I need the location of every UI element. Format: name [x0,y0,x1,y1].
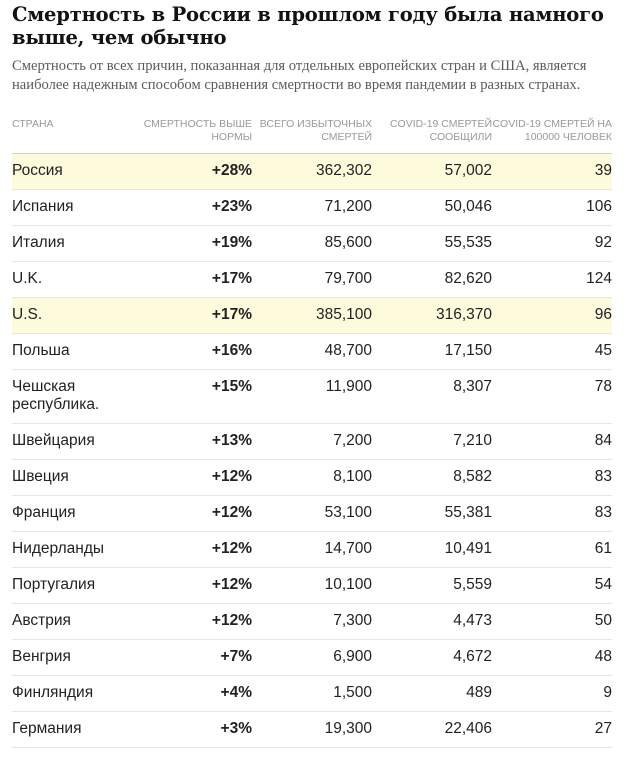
cell-covid-per-100k: 48 [492,640,612,676]
cell-covid-per-100k: 9 [492,676,612,712]
cell-country: U.S. [12,298,142,334]
cell-country: Россия [12,154,142,190]
cell-country: Швейцария [12,424,142,460]
cell-excess-deaths: 48,700 [252,334,372,370]
table-row [12,532,612,568]
table-row [12,262,612,298]
page-subtitle: Смертность от всех причин, показанная для отдельных европейских стран и США, является наиболее надежным способом сравнения смертности во время пандемии в разных странах. [12,58,587,93]
cell-covid-reported: 55,381 [372,496,492,532]
cell-covid-reported: 17,150 [372,334,492,370]
cell-covid-reported: 316,370 [372,298,492,334]
table-row [12,334,612,370]
cell-covid-per-100k: 83 [492,460,612,496]
cell-covid-per-100k: 54 [492,568,612,604]
cell-excess-deaths: 14,700 [252,532,372,568]
table-row [12,226,612,262]
table-row [12,712,612,748]
cell-covid-per-100k: 61 [492,532,612,568]
cell-excess-deaths: 6,900 [252,640,372,676]
cell-covid-per-100k: 83 [492,496,612,532]
cell-covid-per-100k: 106 [492,190,612,226]
mortality-table [12,118,612,748]
cell-covid-reported: 7,210 [372,424,492,460]
cell-excess-deaths: 7,200 [252,424,372,460]
cell-excess-pct: +15% [142,370,252,424]
cell-country: Швеция [12,460,142,496]
cell-covid-reported: 8,582 [372,460,492,496]
cell-excess-pct: +12% [142,460,252,496]
table-row [12,298,612,334]
cell-covid-per-100k: 124 [492,262,612,298]
table-row [12,370,612,424]
cell-excess-pct: +3% [142,712,252,748]
cell-excess-deaths: 85,600 [252,226,372,262]
table-row [12,460,612,496]
col-header-covid-reported: COVID-19 СМЕРТЕЙ СООБЩИЛИ [372,118,492,154]
cell-excess-deaths: 79,700 [252,262,372,298]
cell-excess-pct: +4% [142,676,252,712]
page-title: Смертность в России в прошлом году была намного выше, чем обычно [12,3,604,49]
cell-excess-deaths: 1,500 [252,676,372,712]
cell-covid-per-100k: 78 [492,370,612,424]
cell-covid-reported: 5,559 [372,568,492,604]
cell-country: Португалия [12,568,142,604]
cell-covid-per-100k: 50 [492,604,612,640]
table-row [12,676,612,712]
cell-excess-deaths: 10,100 [252,568,372,604]
cell-excess-pct: +12% [142,532,252,568]
cell-excess-pct: +17% [142,262,252,298]
table-row [12,154,612,190]
cell-excess-pct: +12% [142,604,252,640]
table-row [12,604,612,640]
cell-covid-reported: 82,620 [372,262,492,298]
cell-excess-pct: +12% [142,496,252,532]
cell-country: Австрия [12,604,142,640]
cell-country: Франция [12,496,142,532]
cell-covid-per-100k: 96 [492,298,612,334]
table-body [12,154,612,748]
cell-excess-pct: +28% [142,154,252,190]
cell-covid-reported: 57,002 [372,154,492,190]
cell-country: Финляндия [12,676,142,712]
cell-excess-pct: +19% [142,226,252,262]
table-row [12,496,612,532]
cell-country: Нидерланды [12,532,142,568]
cell-excess-deaths: 7,300 [252,604,372,640]
cell-excess-deaths: 11,900 [252,370,372,424]
cell-excess-deaths: 19,300 [252,712,372,748]
cell-covid-per-100k: 45 [492,334,612,370]
col-header-covid-per-100k: COVID-19 СМЕРТЕЙ НА 100000 ЧЕЛОВЕК [492,118,612,154]
table-row [12,568,612,604]
table-header [12,118,612,154]
cell-covid-reported: 55,535 [372,226,492,262]
header-row [12,118,612,154]
col-header-country: СТРАНА [12,118,142,154]
cell-excess-pct: +13% [142,424,252,460]
cell-excess-pct: +23% [142,190,252,226]
cell-covid-per-100k: 92 [492,226,612,262]
cell-excess-deaths: 385,100 [252,298,372,334]
cell-covid-reported: 10,491 [372,532,492,568]
cell-covid-reported: 8,307 [372,370,492,424]
cell-excess-deaths: 362,302 [252,154,372,190]
cell-country: Польша [12,334,142,370]
cell-covid-per-100k: 84 [492,424,612,460]
cell-covid-per-100k: 39 [492,154,612,190]
cell-excess-deaths: 8,100 [252,460,372,496]
cell-covid-reported: 489 [372,676,492,712]
cell-covid-reported: 4,672 [372,640,492,676]
cell-covid-reported: 50,046 [372,190,492,226]
cell-excess-pct: +16% [142,334,252,370]
cell-covid-reported: 4,473 [372,604,492,640]
table-row [12,190,612,226]
col-header-excess-pct: СМЕРТНОСТЬ ВЫШЕ НОРМЫ [142,118,252,154]
article-graphic [12,0,612,748]
cell-excess-pct: +12% [142,568,252,604]
cell-country: Италия [12,226,142,262]
cell-country: Испания [12,190,142,226]
cell-excess-deaths: 71,200 [252,190,372,226]
cell-country: Германия [12,712,142,748]
cell-excess-pct: +7% [142,640,252,676]
cell-country: Венгрия [12,640,142,676]
cell-excess-deaths: 53,100 [252,496,372,532]
cell-country: Чешская республика. [12,370,142,424]
cell-excess-pct: +17% [142,298,252,334]
table-row [12,424,612,460]
cell-covid-per-100k: 27 [492,712,612,748]
cell-covid-reported: 22,406 [372,712,492,748]
table-row [12,640,612,676]
cell-country: U.K. [12,262,142,298]
col-header-excess-deaths: ВСЕГО ИЗБЫТОЧНЫХ СМЕРТЕЙ [252,118,372,154]
